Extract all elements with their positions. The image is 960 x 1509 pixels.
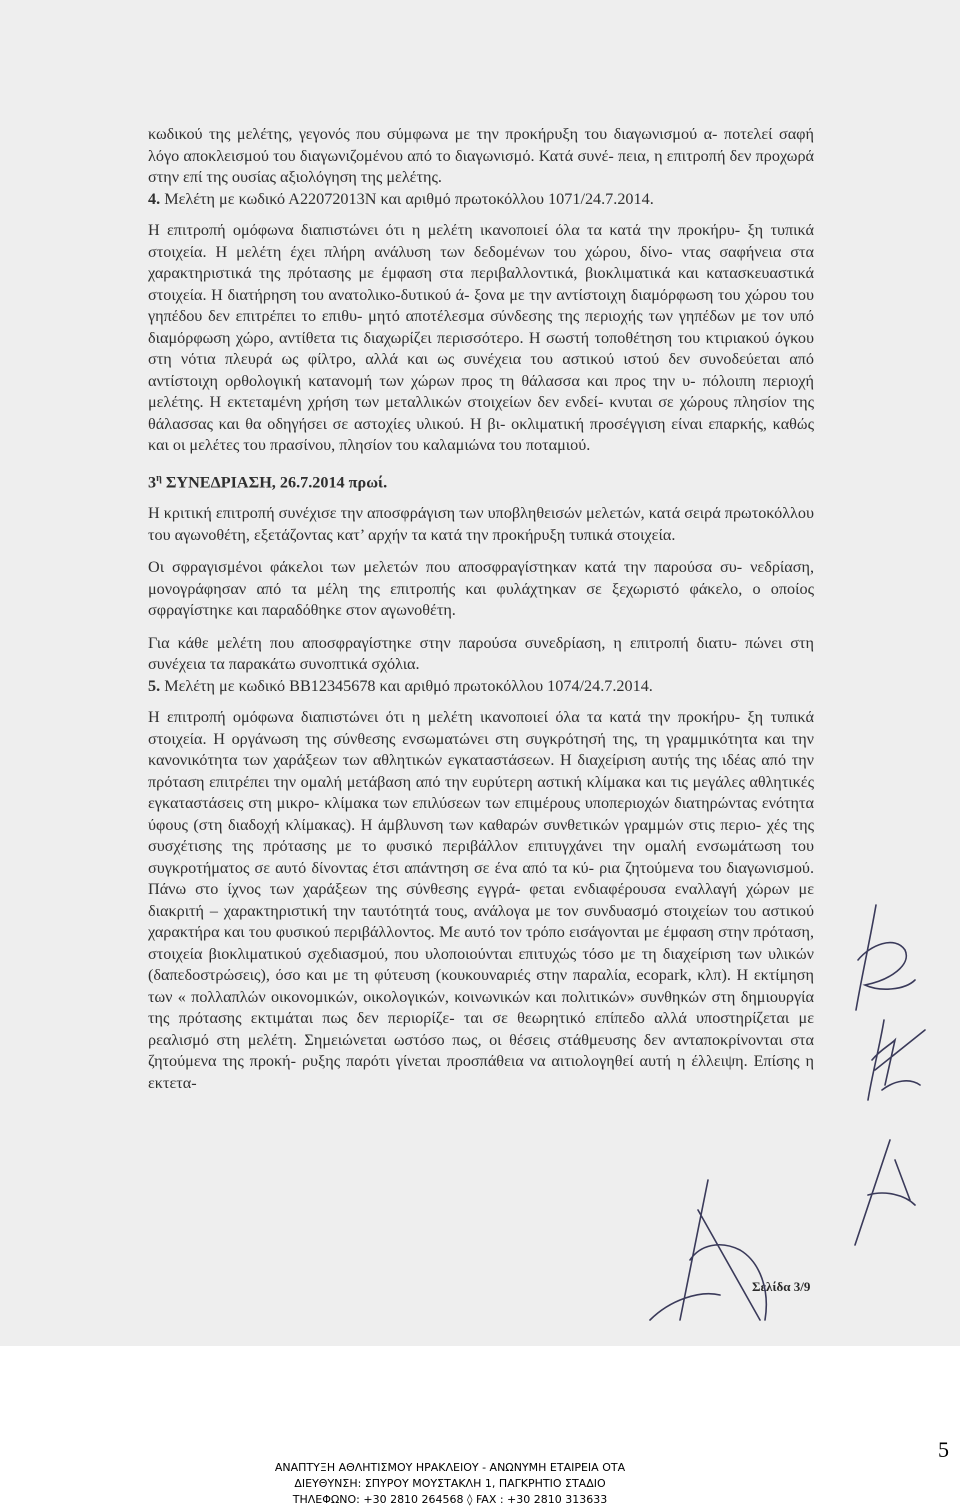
footer-company: ΑΝΑΠΤΥΞΗ ΑΘΛΗΤΙΣΜΟΥ ΗΡΑΚΛΕΙΟΥ - ΑΝΩΝΥΜΗ ΕΤΑΙΡΕΙΑ ΟΤΑ bbox=[274, 1461, 626, 1474]
session-heading: $3^\eta$ ΣΥΝΕΔΡΙΑΣΗ, 26.7.2014 πρωί. bbox=[148, 472, 388, 491]
intro-paragraph: κωδικού της μελέτης, γεγονός που σύμφωνα με την προκήρυξη του διαγωνισμού α- ποτελεί σαφή λόγο αποκλεισμού του διαγωνιζομένου από το διαγωνισμό. Κατά συνέ- πεια, η επιτροπή δεν προχωρά στην επί της ουσίας αξιολόγηση της μελέτης. bbox=[148, 125, 814, 186]
session-paragraph-2: Οι σφραγισμένοι φάκελοι των μελετών που αποσφραγίστηκαν κατά την παρούσα συ- νεδρίαση, μονογράφησαν από τα μέλη της επιτροπής και φυλάχτηκαν σε ξεχωριστό φάκελο, ο οποίος σφραγίστηκε και παραδόθηκε στον αγωνοθέτη. bbox=[148, 558, 814, 620]
item-4-body: Η επιτροπή ομόφωνα διαπιστώνει ότι η μελέτη ικανοποιεί όλα τα κατά την προκήρυ- ξη τυπικά στοιχεία. Η μελέτη έχει πλήρη ανάλυση των δεδομένων του χώρου, δίνο- ντας σαφήνεια στα χαρακτηριστικά της πρότασης με έμφαση στα περιβαλλοντικά, βιοκλιματικά και κατασκευαστικά στοιχεία. Η διατήρηση του ανατολικο-δυτικού ά- ξονα με την αντίστοιχη διαμόρφωση του χώρου του γηπέδου δεν επιτρέπει το επιθυ- μητό αποτέλεσμα σύνδεσης της περιοχής των γηπέδων με τον υπό διαμόρφωση χώρο, αντίθετα τις διαχωρίζει περισσότερο. Η σωστή τοποθέτηση του κτιριακού όγκου στη νότια πλευρά ως φίλτρο, αλλά και ως συνέχεια του αστικού ιστού δεν συνοδεύεται από αντίστοιχη ορθολογική κατανομή των χώρων προς τη θάλασσα και προς την υ- πόλοιπη περιοχή μελέτης. Η εκτεταμένη χρήση των μεταλλικών στοιχείων δεν ενδεί- κνυται σε χώρους πλησίον της θάλασσας και θα οδηγήσει σε αστοχίες υλικού. Η βι- οκλιματική προσέγγιση είναι επαρκής, καθώς και οι μελέτες του πρασίνου, πλησίον του καλαμιώνα του ποταμιού. bbox=[148, 221, 814, 454]
item-4-title: Μελέτη με κωδικό Α22072013Ν και αριθμό πρωτοκόλλου 1071/24.7.2014. bbox=[164, 189, 654, 208]
item-5-body: Η επιτροπή ομόφωνα διαπιστώνει ότι η μελέτη ικανοποιεί όλα τα κατά την προκήρυ- ξη τυπικά στοιχεία. Η οργάνωση της σύνθεσης ενσωματώνει στη συγκρότησή της, τη γραμμικότητα και την κανονικότητα των χαράξεων των αθλητικών εγκαταστάσεων. Η διαχείριση αυτής της ιδέας από την πρόταση επιτρέπει την ομαλή μετάβαση από την ευρύτερη αστική κλίμακα και τις μεγάλες αθλητικές εγκαταστάσεις στη μικρο- κλίμακα των επιλύσεων των επιμέρους υποπεριοχών διατηρώντας ενότητα ύφους (στη διαδοχή κλίμακας). Η άμβλυνση των καθαρών συνθετικών γραμμών στις περιο- χές της συσχέτισης της πρότασης με το φυσικό περιβάλλον επιτυγχάνει την ομαλή ενσωμάτωση του συγκροτήματος σε αυτό δίνοντας έτσι απάντηση σε ένα από τα κύ- ρια ζητούμενα του διαγωνισμού. Πάνω στο ίχνος των χαράξεων της σύνθεσης εγγρά- φεται ενδιαφέρουσα εναλλαγή χώρων με διακριτή – χαρακτηριστική την ταυτότητά τους, ανάλογα με τον συνδυασμό στοιχείων του αστικού χαρακτήρα και του φυσικού περιβάλλοντος. Με αυτό τον τρόπο εισάγονται με έμφαση στην πρόταση, στοιχεία βιοκλιματικού σχεδιασμού, που υλοποιούνται επιτυχώς τόσο με τη διαχείριση των υλικών (δαπεδοστρώσεις), όσο και με τη φύτευση (κουκουναριές στην παραλία, ecopark, κλπ). Η εκτίμηση των « πολλαπλών οικονομικών, οικολογικών, κοινωνικών και πολιτικών» συνθηκών στη δημιουργία της πρότασης εκτιμάται πως δεν περιορίζε- ται σε θεωρητικό επίπεδο αλλά υποστηρίζεται με ρεαλισμό στη μελέτη. Σημειώνεται ωστόσο πως, οι θέσεις στάθμευσης δεν ανταποκρίνονται στα ζητούμενα της προκή- ρυξης παρότι γίνεται προσπάθεια να αιτιολογηθεί αυτή η έλλειψη. Επίσης η εκτετα- bbox=[148, 708, 814, 1092]
session-paragraph-1: Η κριτική επιτροπή συνέχισε την αποσφράγιση των υποβληθεισών μελετών, κατά σειρά πρωτοκόλλου του αγωνοθέτη, εξετάζοντας κατ’ αρχήν τα κατά την προκήρυξη τυπικά στοιχεία. bbox=[148, 504, 814, 544]
item-4-number: 4. bbox=[148, 189, 161, 208]
item-5-title: Μελέτη με κωδικό ΒΒ12345678 και αριθμό πρωτοκόλλου 1074/24.7.2014. bbox=[164, 676, 653, 695]
page-number: 5 bbox=[938, 1437, 949, 1462]
page-label: Σελίδα 3/9 bbox=[752, 1279, 811, 1294]
item-4-heading bbox=[148, 189, 814, 211]
footer bbox=[0, 1460, 900, 1508]
item-5-heading bbox=[148, 676, 814, 698]
document-body bbox=[148, 124, 814, 1105]
item-5-number: 5. bbox=[148, 676, 161, 695]
footer-contact: ΤΗΛΕΦΩΝΟ: +30 2810 264568 ◊ FAX : +30 2810 313633 bbox=[292, 1493, 608, 1506]
session-paragraph-3: Για κάθε μελέτη που αποσφραγίστηκε στην παρούσα συνεδρίαση, η επιτροπή διατυ- πώνει στη συνέχεια τα παρακάτω συνοπτικά σχόλια. bbox=[148, 633, 814, 674]
footer-address: ΔΙΕΥΘΥΝΣΗ: ΣΠΥΡΟΥ ΜΟΥΣΤΑΚΛΗ 1, ΠΑΓΚΡΗΤΙΟ ΣΤΑΔΙΟ bbox=[294, 1477, 606, 1490]
